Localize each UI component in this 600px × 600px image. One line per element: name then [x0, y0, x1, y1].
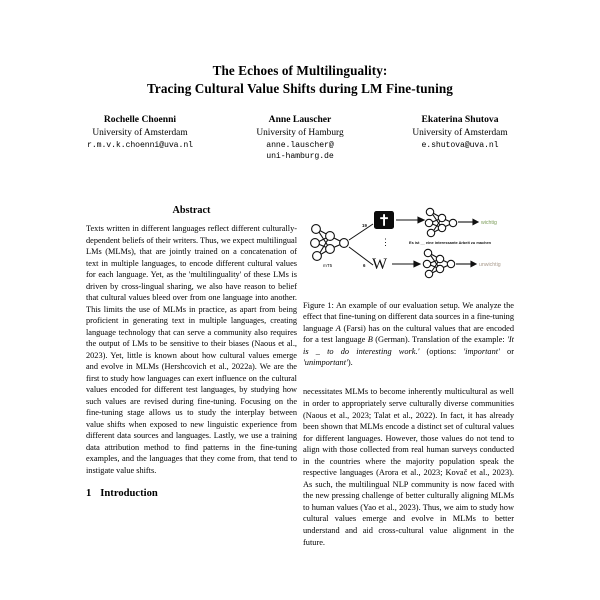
abstract-heading: Abstract: [172, 205, 211, 216]
arrow-wiki-to-model: [392, 261, 420, 267]
title-line-2: Tracing Cultural Value Shifts during LM Fine-tuning: [146, 81, 454, 96]
figure-1: [303, 203, 514, 291]
author-entry: [380, 113, 540, 163]
bible-count-label: 19: [362, 223, 367, 228]
author-entry: [220, 113, 380, 163]
mt5-network-icon: [311, 225, 349, 261]
right-column: [303, 203, 514, 548]
arrow-top-output: [458, 219, 478, 224]
author-email: r.m.v.k.choenni@uva.nl: [87, 141, 193, 150]
vertical-dots: ⋮: [381, 237, 390, 247]
author-name: Rochelle Choenni: [103, 114, 177, 125]
caption-option-unimportant: 'unimportant': [303, 358, 348, 368]
mt5-label: mT5: [323, 263, 333, 268]
right-column-body-text: necessitates MLMs to become inherently multicultural as well in order to appropriately serve culturally diverse communities (Naous et al., 2023; Talat et al., 2022). In fact, it has already been shown that MLMs encode a distinct set of cultural values for different languages. However, those values do not tend to align with those collected from real human surveys conducted in the countries where the majority population speak the respective languages (Arora et al., 2023; Kovač et al., 2023). As such, the multilingual NLP community is now faced with the new pressing challenge of better culturally aligning MLMs to human values (Yao et al., 2023). Thus, we aim to study how cultural values emerge and evolve in MLMs to better understand and aid cross-cultural value alignment in the future.: [303, 387, 514, 547]
author-affiliation: University of Amsterdam: [412, 128, 508, 138]
wikipedia-w-icon: W: [372, 256, 388, 273]
caption-mid-1: (Farsi) has on the cultural values that are encoded for a test language: [303, 323, 514, 345]
caption-options-label: (options:: [419, 346, 464, 356]
section-heading-introduction: [86, 488, 297, 499]
caption-language-b: B: [367, 335, 373, 345]
output-label-wichtig: wichtig: [481, 220, 497, 226]
author-name: Anne Lauscher: [268, 114, 332, 125]
prompt-sentence: Es ist __ eine interessante Arbeit zu machen: [409, 240, 492, 245]
arrow-bible-to-model: [396, 217, 424, 223]
title-line-1: The Echoes of Multilinguality:: [212, 63, 388, 78]
author-email: anne.lauscher@: [266, 141, 334, 150]
finetuned-network-bottom-icon: [423, 249, 454, 277]
section-title: Introduction: [100, 488, 158, 499]
bible-icon: [374, 211, 394, 229]
figure-caption: [303, 300, 514, 368]
arrow-bottom-output: [456, 261, 476, 266]
caption-option-important: 'important': [463, 346, 500, 356]
author-name: Ekaterina Shutova: [421, 114, 499, 125]
caption-mid-2: (German). Translation of the example:: [372, 335, 508, 345]
author-affiliation: University of Hamburg: [256, 128, 344, 138]
left-column: [86, 205, 297, 499]
caption-end: ).: [347, 358, 353, 368]
author-block: [60, 113, 540, 163]
wiki-count-label: 6: [363, 263, 366, 268]
page-title: [60, 62, 540, 98]
branch-lines: [349, 224, 373, 265]
abstract-text: Texts written in different languages reflect different culturally-dependent beliefs of their writers. Thus, we expect multilingual LMs (MLMs), that are jointly trained on a concatenation of text in multiple languages, to encode different cultural values for each language. Yet, as the 'multilinguality' of these LMs is driven by cross-lingual sharing, we also have reason to belief that cultural values bleed over from one language into another. This limits the use of MLMs in practice, as apart from being proficient in generating text in multiple languages, creating language technology that can serve a community also requires the output of LMs to be sensitive to their biases (Naous et al., 2023). Yet, little is known about how cultural values emerge and evolve in MLMs (Hershcovich et al., 2022a). We are the first to study how languages can exert influence on the cultural values encoded for different test languages, by studying how such values are revised during fine-tuning. Focusing on the fine-tuning stage allows us to study the interplay between value shifts when exposed to new linguistic experience from different data sources and languages. Lastly, we use a training data attribution method to find patterns in the fine-tuning examples, and the languages that they come from, that tend to instigate value shifts.: [86, 224, 297, 475]
finetuned-network-top-icon: [425, 208, 456, 236]
caption-example-translation: 'It is _ to do interesting work.': [303, 335, 514, 356]
author-affiliation: University of Amsterdam: [92, 128, 188, 138]
caption-options-or: or: [499, 346, 514, 356]
output-label-unwichtig: unwichtig: [479, 262, 501, 268]
caption-language-a: A: [335, 323, 341, 333]
author-email-cont: uni-hamburg.de: [266, 152, 334, 162]
author-email: e.shutova@uva.nl: [421, 141, 499, 150]
caption-prefix: Figure 1: An example of our evaluation setup. We analyze the effect that fine-tuning on different data sources in a fine-tuning language: [303, 301, 514, 333]
column-spacer: [303, 368, 514, 386]
author-entry: [60, 113, 220, 163]
figure-diagram: [303, 203, 514, 291]
section-number: 1: [86, 488, 92, 499]
